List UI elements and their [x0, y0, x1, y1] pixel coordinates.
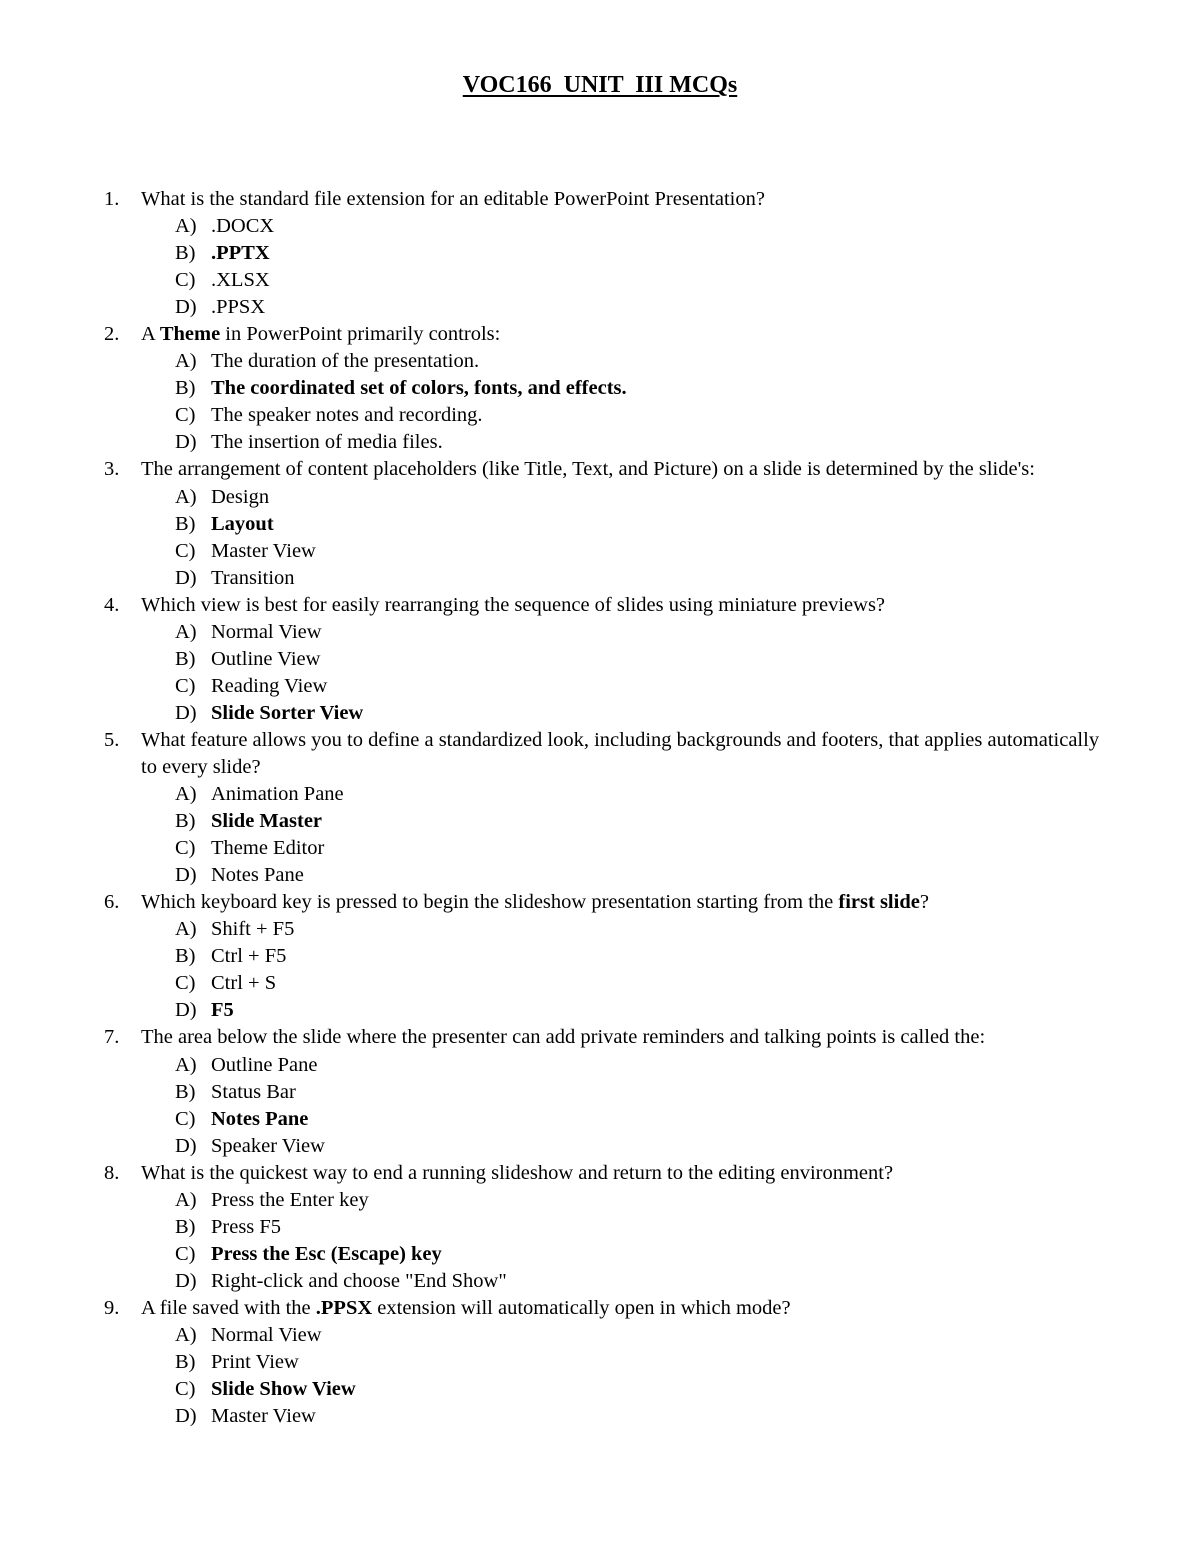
option-letter: B): [175, 1351, 196, 1374]
option-text: .XLSX: [211, 269, 270, 292]
question-text-segment: What is the quickest way to end a running slideshow and return to the editing environment?: [141, 1161, 894, 1184]
option-letter: A): [175, 215, 197, 238]
option-text: The insertion of media files.: [211, 431, 443, 454]
question-number: 6.: [104, 891, 120, 914]
answer-option: [0, 348, 1200, 375]
option-letter: C): [175, 404, 196, 427]
option-text-correct: .PPTX: [211, 242, 270, 265]
question-text-segment: What feature allows you to define a standardized look, including backgrounds and footers, that applies automatically to every slide?: [141, 728, 1100, 778]
option-letter: C): [175, 269, 196, 292]
option-text: Design: [211, 485, 270, 508]
answer-option: [0, 916, 1200, 943]
option-letter: D): [175, 864, 197, 887]
option-letter: B): [175, 1080, 196, 1103]
page-title: VOC166 UNIT III MCQs: [462, 72, 738, 98]
option-text-correct: Slide Show View: [211, 1378, 356, 1401]
option-letter: A): [175, 783, 197, 806]
option-letter: D): [175, 999, 197, 1022]
question-row: [0, 1295, 1200, 1322]
option-letter: C): [175, 1378, 196, 1401]
question-text: [141, 592, 1116, 619]
question-item: [0, 321, 1200, 456]
option-text-correct: Slide Sorter View: [211, 701, 364, 724]
question-number: 1.: [104, 188, 120, 210]
option-letter: C): [175, 972, 196, 995]
question-item: [0, 1160, 1200, 1295]
option-letter: A): [175, 350, 197, 373]
question-number: 2.: [104, 323, 120, 346]
option-text: Ctrl + S: [211, 972, 277, 995]
answer-option: [0, 970, 1200, 997]
answer-option: [0, 565, 1200, 592]
question-text-segment: A file saved with the: [141, 1296, 316, 1319]
answer-option: [0, 213, 1200, 240]
option-text: Status Bar: [211, 1080, 296, 1103]
question-text: [141, 1295, 1116, 1322]
answer-option: [0, 538, 1200, 565]
option-letter: C): [175, 539, 196, 562]
answer-option: [0, 619, 1200, 646]
answer-option: [0, 511, 1200, 538]
question-number: 3.: [104, 458, 120, 481]
answer-option: [0, 294, 1200, 321]
option-letter: A): [175, 620, 197, 643]
answer-option: [0, 1268, 1200, 1295]
answer-option: [0, 1376, 1200, 1403]
option-text-correct: Layout: [211, 512, 274, 535]
question-item: [0, 889, 1200, 1024]
question-row: [0, 321, 1200, 348]
answer-option: [0, 862, 1200, 889]
answer-option: [0, 1079, 1200, 1106]
answer-option: [0, 375, 1200, 402]
option-letter: B): [175, 1215, 196, 1238]
answer-option: [0, 1403, 1200, 1430]
option-text: Master View: [211, 1405, 316, 1428]
option-text: Press F5: [211, 1215, 282, 1238]
option-letter: D): [175, 1134, 197, 1157]
option-letter: A): [175, 485, 197, 508]
option-letter: B): [175, 242, 196, 265]
option-text: Print View: [211, 1351, 299, 1374]
question-row: [0, 1160, 1200, 1187]
option-letter: D): [175, 566, 197, 589]
question-text: [141, 889, 1116, 916]
answer-option: [0, 1241, 1200, 1268]
option-text: Normal View: [211, 1323, 322, 1346]
answer-option: [0, 267, 1200, 294]
option-letter: B): [175, 377, 196, 400]
option-letter: B): [175, 945, 196, 968]
option-letter: C): [175, 674, 196, 697]
option-text: The duration of the presentation.: [211, 350, 480, 373]
question-row: [0, 727, 1200, 781]
answer-option: [0, 484, 1200, 511]
answer-option: [0, 1322, 1200, 1349]
option-letter: B): [175, 512, 196, 535]
option-text-correct: Notes Pane: [211, 1107, 309, 1130]
answer-option: [0, 402, 1200, 429]
question-row: [0, 456, 1200, 483]
option-text: The speaker notes and recording.: [211, 404, 483, 427]
answer-option: [0, 1133, 1200, 1160]
question-text: [141, 321, 1116, 348]
answer-option: [0, 646, 1200, 673]
option-text: Transition: [211, 566, 295, 589]
option-text: Shift + F5: [211, 918, 295, 941]
question-text: [141, 1024, 1116, 1051]
answer-option: [0, 1214, 1200, 1241]
option-letter: A): [175, 1188, 197, 1211]
question-item: [0, 592, 1200, 727]
option-text: .PPSX: [211, 296, 266, 319]
question-list: [0, 186, 1200, 1430]
option-text-correct: Slide Master: [211, 810, 323, 833]
option-text: Master View: [211, 539, 316, 562]
question-text: [141, 1160, 1116, 1187]
question-text-segment: ?: [919, 891, 929, 914]
option-text: .DOCX: [211, 215, 275, 238]
option-letter: B): [175, 810, 196, 833]
option-text: Normal View: [211, 620, 322, 643]
question-item: [0, 727, 1200, 889]
option-letter: D): [175, 431, 197, 454]
answer-option: [0, 240, 1200, 267]
question-text: [141, 727, 1116, 781]
question-text-segment: in PowerPoint primarily controls:: [220, 323, 501, 346]
question-number: 9.: [104, 1296, 120, 1319]
answer-option: [0, 1052, 1200, 1079]
answer-option: [0, 835, 1200, 862]
option-text-correct: Press the Esc (Escape) key: [211, 1242, 442, 1265]
option-text: Theme Editor: [211, 837, 325, 860]
answer-option: [0, 1106, 1200, 1133]
question-number: 7.: [104, 1026, 120, 1049]
option-text: Outline View: [211, 647, 321, 670]
question-text: [141, 456, 1116, 483]
option-letter: D): [175, 1405, 197, 1428]
question-row: [0, 1024, 1200, 1051]
option-text: Animation Pane: [211, 783, 344, 806]
option-letter: A): [175, 1323, 197, 1346]
option-letter: D): [175, 701, 197, 724]
question-item: [0, 456, 1200, 591]
option-text: Outline Pane: [211, 1053, 318, 1076]
question-row: [0, 186, 1200, 213]
question-text-emphasis: Theme: [159, 323, 221, 346]
option-text: Right-click and choose "End Show": [211, 1269, 507, 1292]
option-letter: A): [175, 918, 197, 941]
question-text-segment: What is the standard file extension for an editable PowerPoint Presentation?: [141, 188, 765, 210]
answer-option: [0, 700, 1200, 727]
question-number: 5.: [104, 728, 120, 751]
option-text: Ctrl + F5: [211, 945, 287, 968]
question-number: 8.: [104, 1161, 120, 1184]
question-text: [141, 186, 1116, 213]
answer-option: [0, 1349, 1200, 1376]
question-item: [0, 186, 1200, 321]
option-letter: C): [175, 1242, 196, 1265]
answer-option: [0, 673, 1200, 700]
option-letter: C): [175, 837, 196, 860]
question-text-emphasis: first slide: [838, 891, 920, 914]
answer-option: [0, 943, 1200, 970]
option-text-correct: The coordinated set of colors, fonts, and effects.: [211, 377, 627, 400]
answer-option: [0, 1187, 1200, 1214]
answer-option: [0, 429, 1200, 456]
option-letter: A): [175, 1053, 197, 1076]
answer-option: [0, 997, 1200, 1024]
question-text-segment: Which keyboard key is pressed to begin the slideshow presentation starting from the: [141, 891, 839, 914]
option-letter: C): [175, 1107, 196, 1130]
question-number: 4.: [104, 593, 120, 616]
option-text: Notes Pane: [211, 864, 304, 887]
option-letter: D): [175, 296, 197, 319]
option-letter: D): [175, 1269, 197, 1292]
question-row: [0, 592, 1200, 619]
answer-option: [0, 808, 1200, 835]
question-item: [0, 1024, 1200, 1159]
option-text-correct: F5: [211, 999, 234, 1022]
question-row: [0, 889, 1200, 916]
option-text: Speaker View: [211, 1134, 325, 1157]
option-text: Reading View: [211, 674, 328, 697]
question-text-segment: Which view is best for easily rearranging the sequence of slides using miniature previews?: [141, 593, 886, 616]
question-text-segment: The arrangement of content placeholders (like Title, Text, and Picture) on a slide is determined by the slide's:: [141, 458, 1035, 481]
answer-option: [0, 781, 1200, 808]
option-letter: B): [175, 647, 196, 670]
option-text: Press the Enter key: [211, 1188, 369, 1211]
question-item: [0, 1295, 1200, 1430]
question-text-segment: A: [141, 323, 160, 346]
question-text-segment: extension will automatically open in which mode?: [372, 1296, 791, 1319]
question-text-segment: The area below the slide where the presenter can add private reminders and talking points is called the:: [141, 1026, 986, 1049]
question-text-emphasis: .PPSX: [315, 1296, 373, 1319]
